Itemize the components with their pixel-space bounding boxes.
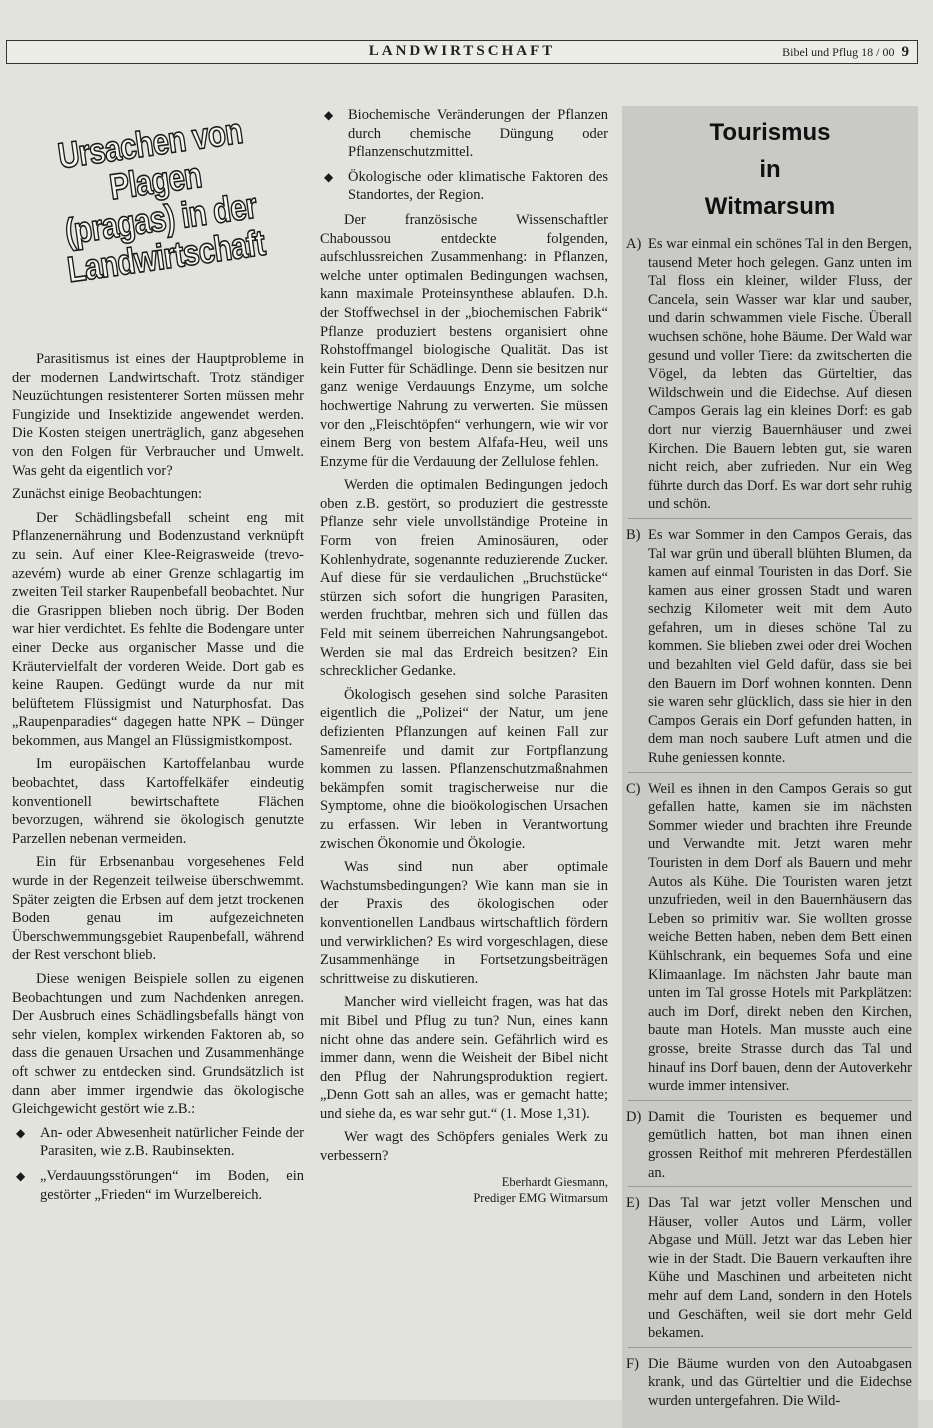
- diamond-bullet-icon: ◆: [16, 1168, 26, 1183]
- author-name: Eberhardt Giesmann,: [501, 1174, 608, 1189]
- entry-letter: E): [626, 1195, 640, 1212]
- headline-box: [12, 84, 304, 316]
- author-signature: [320, 1174, 608, 1206]
- author-role: Prediger EMG Witmarsum: [473, 1190, 608, 1205]
- section-title: LANDWIRTSCHAFT: [368, 43, 556, 59]
- list-item: [12, 1167, 304, 1204]
- paragraph: Werden die optimalen Bedingungen jedoch oben z.B. gestört, so produziert die gestresste Pflanze sehr viele unvollständige Proteine in Form von freien Aminosäuren, oder Kohlenhydrate, sogenannte reduzierende Zucker. Auf diese für sie verdaulichen „Bruchstücke“ stürzen sich sofort die hungrigen Parasiten, werden fruchtbar, mehren sich und füllen das Feld mit seinem überreichen Nahrungsangebot. Werden sie mal das Erdreich besitzen? Ein schrecklicher Gedanke.: [320, 477, 608, 680]
- list-item-text: Ökologische oder klimatische Faktoren des Standortes, der Region.: [348, 168, 608, 204]
- entry-text: Weil es ihnen in den Campos Gerais so gut gefallen hatte, kamen sie im nächsten Sommer wieder und brachten ihre Freunde und Verwandte mit. Jetzt waren mehr Touristen in dem Dorf als Bauern und mehr Autos als Kühe. Die Touristen waren jetzt unzufrieden, weil in den Bauernhäusern das Leben so primitiv war. Sie wollten grosse weiche Betten haben, neben dem Bett einen Kühlschrank, ein bequemes Sofa und eine Klimaanlage. Im nächsten Jahr baute man unten im Tal grosse Hotels mit Parkplätzen: auch im Dorf, direkt neben den Kirchen, baute man Hotels. Man musste auch eine grosse, breite Strasse durch das Tal und hinauf ins Dorf bauen, denn der Autoverkehr wurde immer intensiver.: [648, 780, 912, 1095]
- page-number: 9: [901, 44, 909, 60]
- story-entry: [628, 1108, 912, 1187]
- article-column-2: [320, 106, 608, 1206]
- entry-text: Die Bäume wurden von den Autoabgasen krank, und das Gürteltier und die Eidechse wurden untergefahren. Die Wild-: [648, 1355, 912, 1410]
- entry-letter: C): [626, 780, 641, 797]
- paragraph: Der Schädlingsbefall scheint eng mit Pflanzenernährung und Bodenzustand verknüpft zu sein. Auf einer Klee-Reigrasweide (trevo-azevém) wurde ab einer Grenze schlagartig im zweiten Teil starker Raupenbefall beobachtet. Nur die Grasrippen blieben noch übrig. Der Boden war hier verdichtet. Es fehlte die Bodengare unter einer Decke aus organischer Masse und die Kräutervielfalt der vorderen Weide. Dort gab es keine Raupen. Gedüngt wurde da nur mit belüftetem Flüssigmist und Naturphosfat. Das „Raupenparadies“ dagegen hatte NPK – Dünger bekommen, aus Mangel an Flüssigmistkompost.: [12, 509, 304, 749]
- paragraph: Wer wagt des Schöpfers geniales Werk zu verbessern?: [320, 1129, 608, 1165]
- paragraph: Zunächst einige Beobachtungen:: [12, 486, 203, 503]
- entry-letter: B): [626, 526, 641, 543]
- list-item-text: An- oder Abwesenheit natürlicher Feinde der Parasiten, wie z.B. Raubinsekten.: [40, 1124, 304, 1160]
- story-entry: [628, 235, 912, 519]
- diamond-bullet-icon: ◆: [324, 169, 334, 184]
- paragraph: Diese wenigen Beispiele sollen zu eigenen Beobachtungen und zum Nachdenken anregen. Der Ausbruch eines Schädlingsbefalls hängt von sehr vielen, komplex wirkenden Faktoren ab, so dass die genauen Ursachen und Zusammenhänge oft schwer zu entdecken sind. Grundsätzlich ist dann aber immer irgendwie das ökologische Gleichgewicht gestört wie z.B.:: [12, 971, 304, 1118]
- bullet-list: [320, 106, 608, 205]
- paragraph: Was sind nun aber optimale Wachstumsbedingungen? Wie kann man sie in der Praxis des ökologischen oder konventionellen Landbaus wirtschaftlich fördern und verwirklichen? Es wird vorgeschlagen, diese Zusammenhänge in Fortsetzungsbeiträgen schrittweise zu diskutieren.: [320, 859, 608, 987]
- entry-text: Das Tal war jetzt voller Menschen und Häuser, voller Autos und Lärm, voller Abgase und Müll. Jetzt war das Leben hier wie in der Stadt. Die Bauern verkauften ihre Kühe und Maschinen und arbeiteten nicht mehr auf dem Land, sondern in den Hotels und Geschäften, weil sie dort mehr Geld bekamen.: [648, 1195, 912, 1342]
- paragraph: Parasitismus ist eines der Hauptprobleme in der modernen Landwirtschaft. Trotz ständiger Neuzüchtungen resistenterer Sorten müssen mehr Fungizide und Insektizide angewendet werden. Die Kosten steigen unerträglich, ganz abgesehen von den Folgen für Verbraucher und Umwelt. Was geht da eigentlich vor?: [12, 351, 304, 479]
- story-entry: [628, 1355, 912, 1415]
- publication-name: Bibel und Pflug 18 / 00: [782, 45, 895, 59]
- story-entry: [628, 526, 912, 773]
- paragraph: Der französische Wissenschaftler Chaboussou entdeckte folgenden, aufschlussreichen Zusammenhang: in Pflanzen, welche unter optimalen Bedingungen wachsen, kann maximale Proteinsynthese ablaufen. D.h. der Stoffwechsel in der „biochemischen Fabrik“ Pflanze produziert bestens organisiert ohne Rohstoffmangel biologische Qualität. Das ist kein Futter für Schädlinge. Denn sie besitzen nur ganz wenige Verdauungs Enzyme, um solche hochwertige Nahrung zu verwerten. Sie müssen vor den „Fleischtöpfen“ verhungern, wie wir vor einem Berg von bestem Alfafa-Heu, weil uns Enzyme für die Verdauung der Zellulose fehlen.: [320, 211, 608, 470]
- entry-letter: D): [626, 1108, 642, 1125]
- paragraph: Mancher wird vielleicht fragen, was hat das mit Bibel und Pflug zu tun? Nun, eines kann nicht ohne das andere sein. Gefährlich wird es immer dann, wenn die Weisheit der Bibel nicht den Pflug der Nahrungsproduktion regiert. „Denn Gott sah an alles, was er gemacht hatte; und siehe da, es war sehr gut.“ (1. Mose 1,31).: [320, 994, 608, 1122]
- list-item-text: „Verdauungsstörungen“ im Boden, ein gestörter „Frieden“ im Wurzelbereich.: [40, 1167, 304, 1203]
- sidebar-title-line: Witmarsum: [704, 193, 836, 220]
- sidebar-column: [622, 106, 918, 1428]
- paragraph: Ökologisch gesehen sind solche Parasiten eigentlich die „Polizei“ der Natur, um jene defizienten Pflanzungen auf keinen Fall zur Samenreife und damit zur Fortpflanzung kommen zu lassen. Pflanzenschutzmaßnahmen bekämpfen somit tragischerweise nur die Symptome, ohne die bioökologischen Ursachen zu erfassen. Wir leben in Verantwortung zwischen Ökonomie und Ökologie.: [320, 686, 608, 852]
- diamond-bullet-icon: ◆: [16, 1125, 26, 1140]
- article-headline: Ursachen von Plagen (pragas) in der Landwirtschaft: [55, 109, 267, 291]
- list-item: [320, 106, 608, 162]
- list-item-text: Biochemische Veränderungen der Pflanzen durch chemische Düngung oder Pflanzenschutzmittel.: [348, 107, 608, 161]
- entry-letter: F): [626, 1355, 639, 1372]
- entry-text: Damit die Touristen es bequemer und gemütlich hatten, bot man ihnen einen grossen Reithof mit mehreren Pferdeställen an.: [648, 1108, 912, 1181]
- entry-letter: A): [626, 236, 642, 252]
- bullet-list: [12, 1124, 304, 1204]
- sidebar-box: [622, 106, 918, 1428]
- page-header: [6, 40, 918, 64]
- paragraph: Im europäischen Kartoffelanbau wurde beobachtet, dass Kartoffelkäfer eindeutig konventionell bewirtschaftete Flächen bevorzugen, während sie ökologisch genutzte Parzellen nebenan vermeiden.: [12, 756, 304, 847]
- publication-info: [782, 44, 909, 61]
- sidebar-title: [628, 114, 912, 225]
- sidebar-title-line: Tourismus: [709, 119, 831, 146]
- sidebar-title-line: in: [759, 156, 781, 183]
- list-item: [320, 168, 608, 205]
- entry-text: Es war einmal ein schönes Tal in den Bergen, tausend Meter hoch gelegen. Ganz unten im Tal floss ein kleiner, wilder Fluss, der Cancela, sein Wasser war klar und sauber, und darin schwammen viele Fische. Überall wuchsen schöne, hohe Bäume. Der Wald war gesund und voller Tiere: da zwitscherten die Vögel, da lebten das Gürteltier, das Wildschwein und die Eidechse. Auf diesen Campos Gerais lag ein kleines Dorf: es gab dort nur vierzig Bauernhäuser und zwei Kirchen. Die Bauern lebten gut, sie waren nicht reich, aber zufrieden. Nur ein Weg führte durch das Dorf. Es war dort sehr ruhig und schön.: [648, 236, 912, 513]
- story-entry: [628, 780, 912, 1101]
- diamond-bullet-icon: ◆: [324, 108, 334, 122]
- paragraph: Ein für Erbsenanbau vorgesehenes Feld wurde in der Regenzeit teilweise überschwemmt. Später zeigten die Erbsen auf dem jetzt trockenen Boden genau im aufgezeichneten Überschwemmungsgebiet Raupenbefall, während der Rest verschont blieb.: [12, 854, 304, 964]
- list-item: [12, 1124, 304, 1161]
- article-column-1: [12, 84, 304, 1210]
- entry-text: Es war Sommer in den Campos Gerais, das Tal war grün und überall blühten Blumen, da kamen auf einmal Touristen in das Dorf. Sie kamen aus einer grossen Stadt und waren sechzig Kilometer weit mit dem Auto gefahren, um in dieses schöne Tal zu kommen. Sie blieben zwei oder drei Wochen und bezahlten viel Geld dafür, dass sie bei den Bauern im Dorf wohnen konnten. Denn sie waren sehr glücklich, dass sie hier in den Campos Gerais ein Dorf gefunden hatten, in dem man noch saubere Luft atmen und die Ruhe geniessen konnte.: [648, 526, 912, 767]
- story-entry: [628, 1194, 912, 1348]
